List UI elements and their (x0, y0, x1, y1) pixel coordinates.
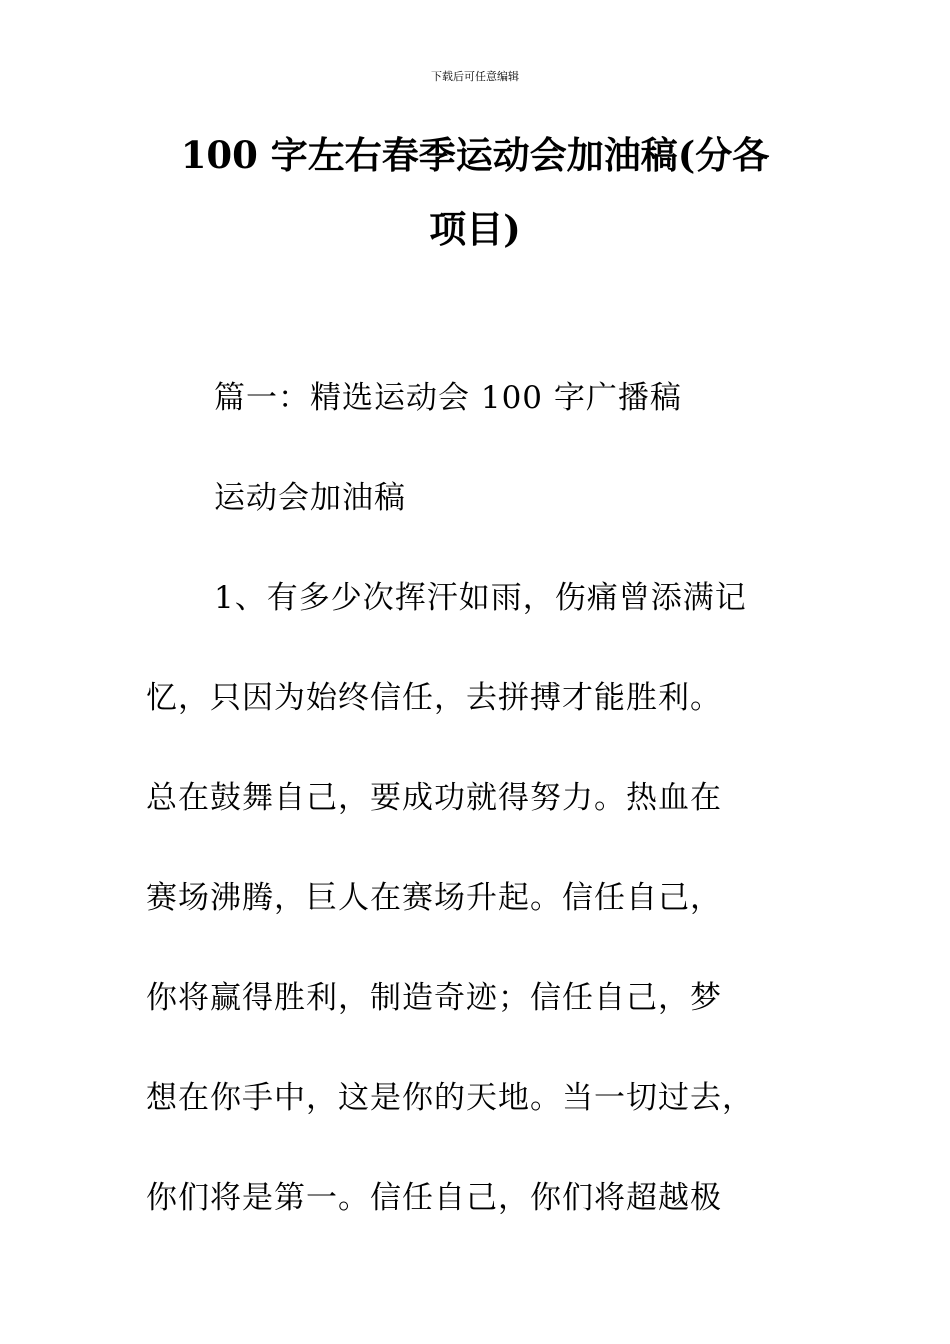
subheading (146, 448, 806, 548)
paragraph-line: 想在你手中，这是你的天地。当一切过去， (146, 1080, 754, 1116)
subheading-text: 运动会加油稿 (214, 480, 406, 516)
paragraph-line: 赛场沸腾，巨人在赛场升起。信任自己， (146, 880, 722, 916)
paragraph-line: 总在鼓舞自己，要成功就得努力。热血在 (146, 780, 722, 816)
title-line-1: 100 字左右春季运动会加油稿(分各 (180, 133, 770, 177)
section-heading-text: 篇一：精选运动会 100 字广播稿 (214, 380, 682, 416)
paragraph-line: 你将赢得胜利，制造奇迹；信任自己，梦 (146, 980, 722, 1016)
paragraph-item-1 (146, 548, 806, 1248)
document-title (150, 118, 800, 266)
paragraph-line: 1、有多少次挥汗如雨，伤痛曾添满记 (214, 580, 747, 616)
section-heading (146, 348, 806, 448)
title-line-2: 项目) (429, 207, 521, 251)
paragraph-line: 忆，只因为始终信任，去拼搏才能胜利。 (146, 680, 722, 716)
paragraph-line: 你们将是第一。信任自己，你们将超越极 (146, 1180, 722, 1216)
header-note: 下载后可任意编辑 (431, 70, 519, 83)
